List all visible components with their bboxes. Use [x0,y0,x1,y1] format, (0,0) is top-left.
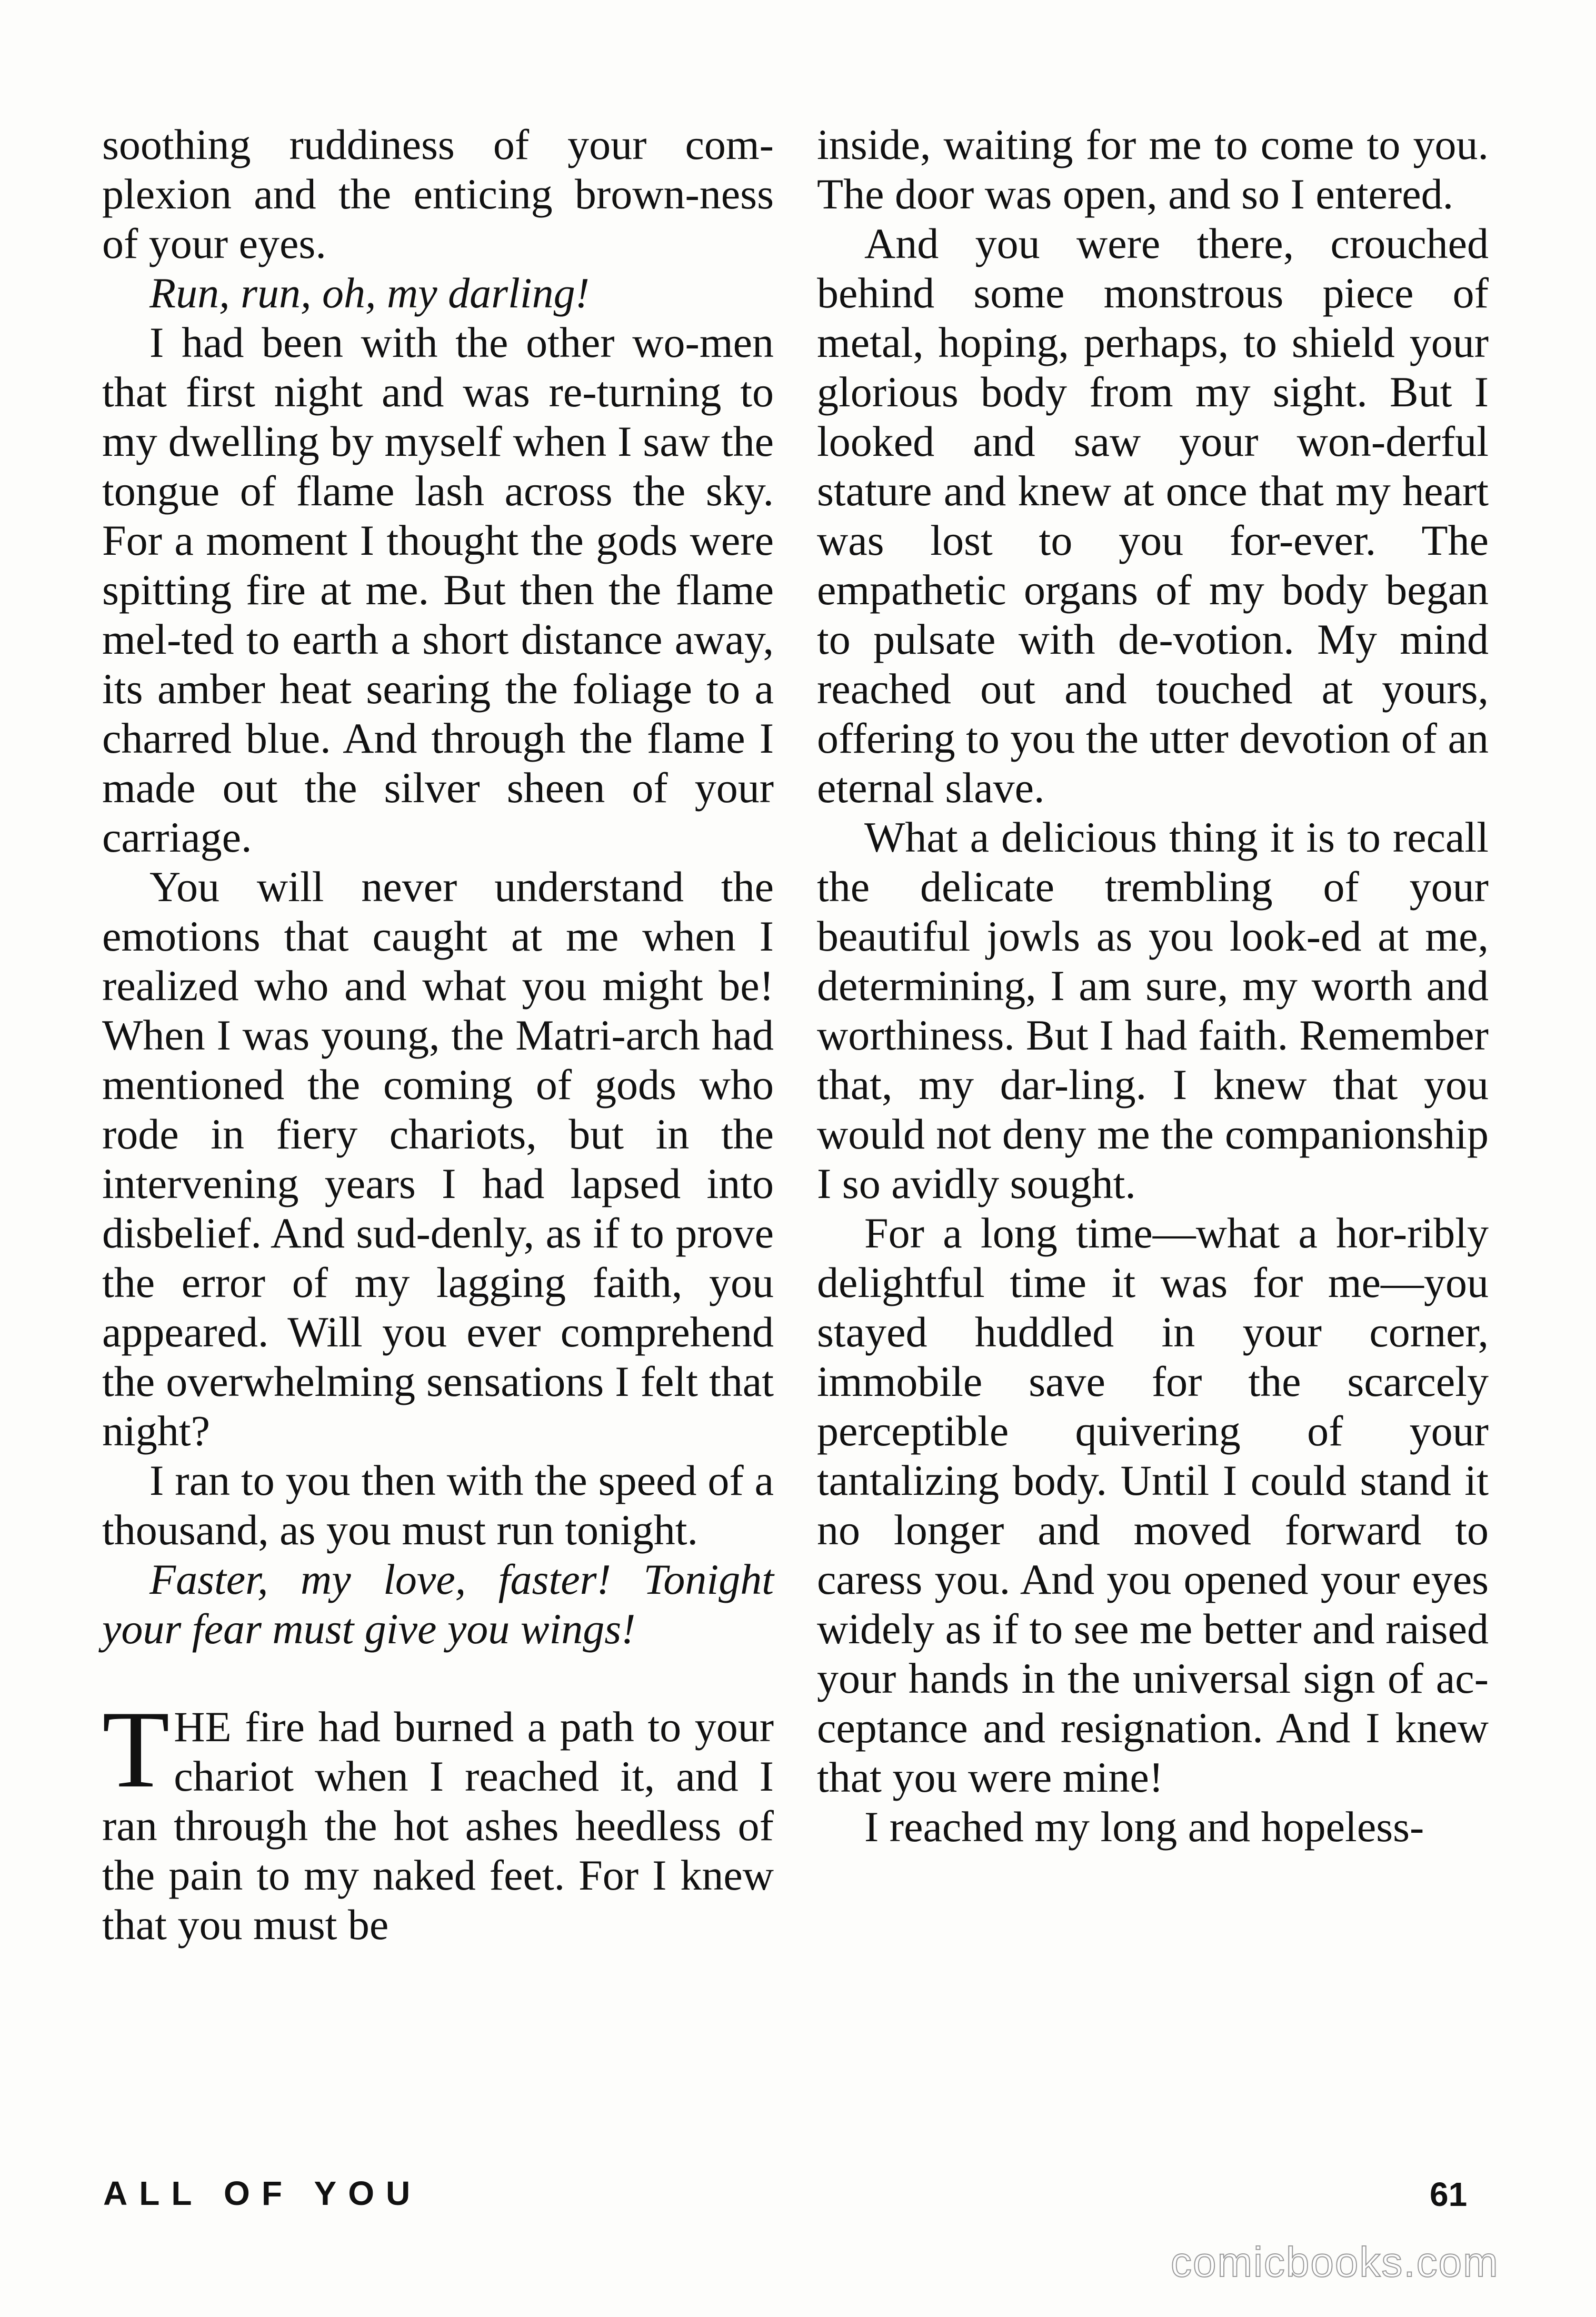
paragraph: What a delicious thing it is to recall the delicate trembling of your beautiful jowls as you look-ed at me, determining, I am sure, my worth and worthiness. But I had faith. Remember that, my dar-ling. I knew that you would not deny me the companionship I so avidly sought. [817,813,1489,1207]
paragraph: I had been with the other wo-men that first night and was re-turning to my dwelling by myself when I saw the tongue of flame lash across the sky. For a moment I thought the gods were spitting fire at me. But then the flame mel-ted to earth a short distance away, its amber heat searing the foliage to a charred blue. And through the flame I made out the silver sheen of your carriage. [102,318,774,861]
paragraph: You will never understand the emotions that caught at me when I realized who and what you might be! When I was young, the Matri-arch had mentioned the coming of gods who rode in fiery chariots, but in the intervening years I had lapsed into disbelief. And sud-denly, as if to prove the error of my lagging faith, you appeared. Will you ever comprehend the overwhelming sensations I felt that night? [102,863,774,1455]
paragraph: soothing ruddiness of your com-plexion and the enticing brown-ness of your eyes. [102,121,774,267]
paragraph: I reached my long and hopeless- [864,1803,1424,1851]
paragraph: For a long time—what a hor-ribly delightful time it was for me—you stayed huddled in your corner, immobile save for the scarcely perceptible quivering of your tantalizing body. Until I could stand it no longer and moved forward to caress you. And you opened your eyes widely as if to see me better and raised your hands in the universal sign of ac-ceptance and resignation. And I knew that you were mine! [817,1209,1489,1801]
right-text-column [817,120,1489,1852]
section-opening-text: HE fire had burned a path to your chariot when I reached it, and I ran through the hot ashes heedless of the pain to my naked feet. For I knew that you must be [102,1703,774,1949]
italic-refrain: Run, run, oh, my darling! [149,269,590,317]
drop-cap: T [102,1689,170,1811]
page-number: 61 [1430,2175,1468,2213]
paragraph: inside, waiting for me to come to you. The door was open, and so I entered. [817,121,1489,218]
italic-refrain: Faster, my love, faster! Tonight your fear must give you wings! [102,1555,774,1653]
left-text-column [102,120,774,1950]
paragraph: And you were there, crouched behind some monstrous piece of metal, hoping, perhaps, to shield your glorious body from my sight. But I looked and saw your won-derful stature and knew at once that my heart was lost to you for-ever. The empathetic organs of my body began to pulsate with de-votion. My mind reached out and touched at yours, offering to you the utter devotion of an eternal slave. [817,219,1489,812]
section-opening-paragraph [102,1689,774,1950]
paragraph: I ran to you then with the speed of a thousand, as you must run tonight. [102,1456,774,1554]
running-footer-title: ALL OF YOU [103,2174,422,2212]
site-watermark: comicbooks.com [1171,2239,1499,2285]
